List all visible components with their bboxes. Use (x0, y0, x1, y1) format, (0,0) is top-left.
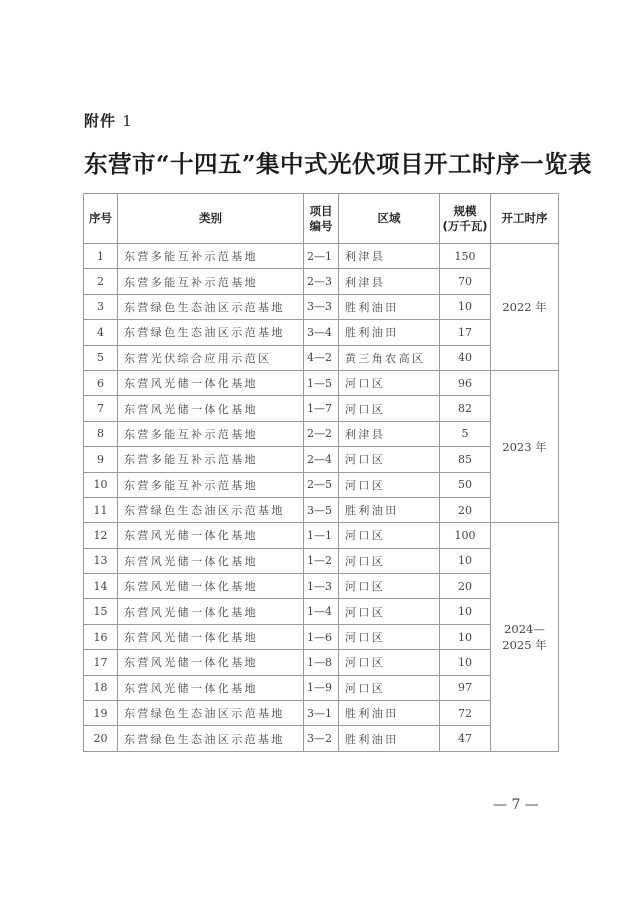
row-region: 胜利油田 (339, 701, 440, 726)
schedule-group-line2: 2025 年 (502, 638, 547, 653)
col-header-scale (440, 194, 491, 244)
row-scale: 97 (440, 675, 491, 700)
schedule-group: 2023 年 (491, 370, 559, 522)
row-no: 20 (84, 726, 118, 751)
row-category: 东营多能互补示范基地 (118, 472, 304, 497)
col-header-category: 类别 (118, 194, 304, 244)
row-code: 2—5 (304, 472, 339, 497)
row-no: 15 (84, 599, 118, 624)
row-no: 17 (84, 650, 118, 675)
row-region: 河口区 (339, 447, 440, 472)
table-row (84, 497, 559, 522)
table-row (84, 574, 559, 599)
schedule-group-line1: 2024— (504, 622, 545, 637)
table-row (84, 345, 559, 370)
col-header-scale-line2: (万千瓦) (442, 218, 488, 233)
row-category: 东营风光储一体化基地 (118, 650, 304, 675)
row-region: 利津县 (339, 244, 440, 269)
col-header-code (304, 194, 339, 244)
row-category: 东营风光储一体化基地 (118, 599, 304, 624)
row-category: 东营风光储一体化基地 (118, 624, 304, 649)
row-scale: 10 (440, 599, 491, 624)
col-header-code-line1: 项目 (309, 203, 333, 218)
row-category: 东营光伏综合应用示范区 (118, 345, 304, 370)
row-category: 东营绿色生态油区示范基地 (118, 497, 304, 522)
row-category: 东营绿色生态油区示范基地 (118, 294, 304, 319)
row-scale: 10 (440, 548, 491, 573)
col-header-scale-line1: 规模 (453, 203, 477, 218)
row-code: 3—4 (304, 320, 339, 345)
row-code: 4—2 (304, 345, 339, 370)
table-row (84, 294, 559, 319)
row-no: 6 (84, 370, 118, 395)
row-no: 11 (84, 497, 118, 522)
page-number: — 7 — (493, 797, 539, 813)
row-region: 河口区 (339, 472, 440, 497)
table-row (84, 650, 559, 675)
row-scale: 82 (440, 396, 491, 421)
row-category: 东营风光储一体化基地 (118, 396, 304, 421)
table-row (84, 726, 559, 751)
row-scale: 10 (440, 624, 491, 649)
row-scale: 10 (440, 294, 491, 319)
row-code: 1—8 (304, 650, 339, 675)
row-region: 利津县 (339, 269, 440, 294)
row-no: 3 (84, 294, 118, 319)
row-category: 东营风光储一体化基地 (118, 523, 304, 548)
table-header-row (84, 194, 559, 244)
row-region: 河口区 (339, 523, 440, 548)
table-row (84, 447, 559, 472)
row-code: 1—4 (304, 599, 339, 624)
row-category: 东营多能互补示范基地 (118, 421, 304, 446)
row-region: 河口区 (339, 624, 440, 649)
attachment-number: 1 (122, 112, 133, 130)
row-category: 东营多能互补示范基地 (118, 269, 304, 294)
row-scale: 70 (440, 269, 491, 294)
row-code: 1—3 (304, 574, 339, 599)
row-code: 3—2 (304, 726, 339, 751)
row-scale: 40 (440, 345, 491, 370)
row-category: 东营多能互补示范基地 (118, 244, 304, 269)
row-region: 河口区 (339, 675, 440, 700)
row-scale: 20 (440, 497, 491, 522)
row-code: 1—2 (304, 548, 339, 573)
row-no: 12 (84, 523, 118, 548)
row-region: 河口区 (339, 370, 440, 395)
row-scale: 5 (440, 421, 491, 446)
row-code: 3—3 (304, 294, 339, 319)
row-no: 18 (84, 675, 118, 700)
table-row (84, 599, 559, 624)
row-code: 3—5 (304, 497, 339, 522)
row-category: 东营多能互补示范基地 (118, 447, 304, 472)
row-category: 东营绿色生态油区示范基地 (118, 701, 304, 726)
col-header-code-line2: 编号 (309, 218, 333, 233)
row-region: 河口区 (339, 650, 440, 675)
row-scale: 20 (440, 574, 491, 599)
row-scale: 150 (440, 244, 491, 269)
row-no: 4 (84, 320, 118, 345)
row-region: 胜利油田 (339, 320, 440, 345)
row-region: 胜利油田 (339, 294, 440, 319)
table-row (84, 701, 559, 726)
row-code: 1—7 (304, 396, 339, 421)
row-no: 8 (84, 421, 118, 446)
col-header-schedule: 开工时序 (491, 194, 559, 244)
row-no: 19 (84, 701, 118, 726)
schedule-group (491, 523, 559, 752)
row-region: 胜利油田 (339, 497, 440, 522)
row-no: 7 (84, 396, 118, 421)
row-no: 9 (84, 447, 118, 472)
row-no: 2 (84, 269, 118, 294)
project-schedule-table (83, 193, 559, 752)
table-row (84, 675, 559, 700)
document-title: 东营市“十四五”集中式光伏项目开工时序一览表 (84, 150, 593, 178)
col-header-region: 区域 (339, 194, 440, 244)
table-row (84, 320, 559, 345)
row-region: 利津县 (339, 421, 440, 446)
row-code: 3—1 (304, 701, 339, 726)
table-row (84, 472, 559, 497)
row-region: 河口区 (339, 574, 440, 599)
table-row (84, 396, 559, 421)
row-scale: 100 (440, 523, 491, 548)
row-category: 东营风光储一体化基地 (118, 574, 304, 599)
row-code: 1—5 (304, 370, 339, 395)
row-region: 胜利油田 (339, 726, 440, 751)
row-code: 2—2 (304, 421, 339, 446)
table-row (84, 370, 559, 395)
row-no: 1 (84, 244, 118, 269)
row-scale: 47 (440, 726, 491, 751)
row-no: 5 (84, 345, 118, 370)
row-scale: 50 (440, 472, 491, 497)
row-scale: 17 (440, 320, 491, 345)
row-region: 河口区 (339, 599, 440, 624)
row-region: 河口区 (339, 548, 440, 573)
row-category: 东营风光储一体化基地 (118, 370, 304, 395)
row-code: 2—3 (304, 269, 339, 294)
row-scale: 72 (440, 701, 491, 726)
row-category: 东营风光储一体化基地 (118, 675, 304, 700)
row-code: 2—4 (304, 447, 339, 472)
row-scale: 10 (440, 650, 491, 675)
row-code: 2—1 (304, 244, 339, 269)
row-no: 16 (84, 624, 118, 649)
table-row (84, 548, 559, 573)
row-code: 1—9 (304, 675, 339, 700)
table-row (84, 269, 559, 294)
table-row (84, 523, 559, 548)
row-scale: 96 (440, 370, 491, 395)
table-row (84, 624, 559, 649)
attachment-label-text: 附件 (84, 112, 117, 130)
row-region: 河口区 (339, 396, 440, 421)
row-category: 东营风光储一体化基地 (118, 548, 304, 573)
attachment-label (84, 110, 133, 131)
schedule-group: 2022 年 (491, 244, 559, 371)
row-no: 10 (84, 472, 118, 497)
table-row (84, 421, 559, 446)
row-code: 1—6 (304, 624, 339, 649)
row-region: 黄三角农高区 (339, 345, 440, 370)
table-row (84, 244, 559, 269)
row-code: 1—1 (304, 523, 339, 548)
col-header-no: 序号 (84, 194, 118, 244)
row-category: 东营绿色生态油区示范基地 (118, 320, 304, 345)
row-no: 14 (84, 574, 118, 599)
row-no: 13 (84, 548, 118, 573)
row-scale: 85 (440, 447, 491, 472)
row-category: 东营绿色生态油区示范基地 (118, 726, 304, 751)
